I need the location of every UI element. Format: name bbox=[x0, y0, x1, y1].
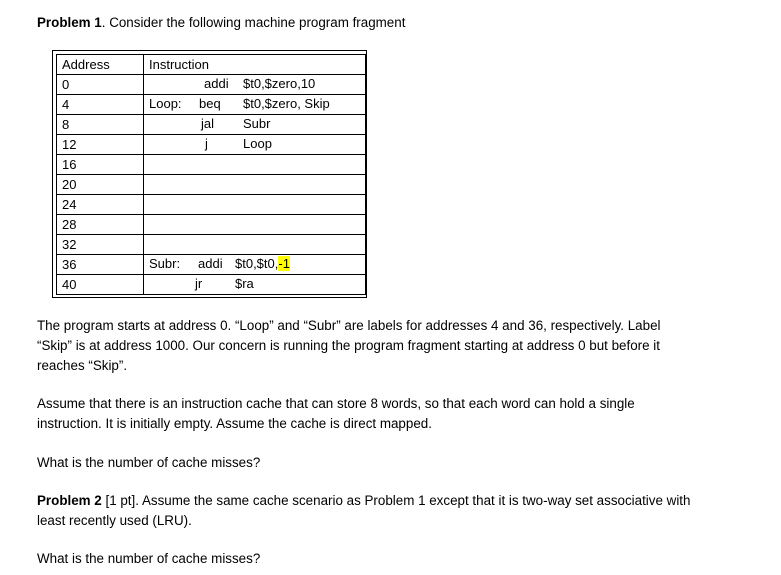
address-cell: 12 bbox=[57, 135, 144, 155]
table-row bbox=[57, 155, 366, 175]
table-row bbox=[57, 235, 366, 255]
problem2-text: [1 pt]. Assume the same cache scenario as Problem 1 except that it is two-way set associative with bbox=[101, 493, 691, 508]
address-cell: 0 bbox=[57, 75, 144, 95]
problem2-heading: Problem 2 bbox=[37, 493, 102, 508]
instruction-operands bbox=[243, 96, 330, 111]
address-cell: 40 bbox=[57, 275, 144, 295]
instruction-opcode: addi bbox=[204, 76, 229, 91]
instruction-label: Subr: bbox=[149, 256, 181, 271]
instruction-opcode: j bbox=[205, 136, 208, 151]
address-cell: 32 bbox=[57, 235, 144, 255]
para2-line2: instruction. It is initially empty. Assume the cache is direct mapped. bbox=[37, 416, 432, 431]
address-cell: 8 bbox=[57, 115, 144, 135]
operands-text: $t0,$zero, Skip bbox=[243, 96, 330, 111]
problem1-intro: . Consider the following machine program fragment bbox=[101, 15, 406, 30]
instruction-cell bbox=[144, 155, 366, 175]
table-row bbox=[57, 195, 366, 215]
address-cell: 24 bbox=[57, 195, 144, 215]
para1-line3: reaches “Skip”. bbox=[37, 358, 128, 373]
instruction-operands bbox=[243, 116, 270, 131]
address-cell: 20 bbox=[57, 175, 144, 195]
highlighted-immediate: -1 bbox=[278, 256, 290, 271]
instruction-opcode: beq bbox=[199, 96, 221, 111]
instruction-cell bbox=[144, 235, 366, 255]
instruction-opcode: addi bbox=[198, 256, 223, 271]
address-cell: 28 bbox=[57, 215, 144, 235]
para1-line1: The program starts at address 0. “Loop” and “Subr” are labels for addresses 4 and 36, respectively. Label bbox=[37, 318, 661, 333]
para2-line1: Assume that there is an instruction cache that can store 8 words, so that each word can hold a single bbox=[37, 396, 635, 411]
question2: What is the number of cache misses? bbox=[37, 551, 261, 566]
program-table bbox=[56, 54, 366, 295]
instruction-cell bbox=[144, 75, 366, 95]
instruction-opcode: jal bbox=[201, 116, 215, 131]
question1: What is the number of cache misses? bbox=[37, 455, 261, 470]
instruction-cell bbox=[144, 275, 366, 295]
problem2-line1 bbox=[37, 491, 690, 511]
instruction-operands bbox=[235, 256, 290, 271]
problem1-heading: Problem 1 bbox=[37, 15, 102, 30]
para1-line2: “Skip” is at address 1000. Our concern is running the program fragment starting at address 0 but before it bbox=[37, 338, 660, 353]
operands-text: $ra bbox=[235, 276, 254, 291]
table-row bbox=[57, 275, 366, 295]
header-instruction: Instruction bbox=[144, 55, 366, 75]
address-cell: 36 bbox=[57, 255, 144, 275]
instruction-operands bbox=[243, 136, 272, 151]
address-cell: 4 bbox=[57, 95, 144, 115]
table-row bbox=[57, 75, 366, 95]
address-cell: 16 bbox=[57, 155, 144, 175]
instruction-cell bbox=[144, 115, 366, 135]
table-row bbox=[57, 175, 366, 195]
header-address: Address bbox=[57, 55, 144, 75]
table-row bbox=[57, 215, 366, 235]
problem1-heading-line bbox=[37, 13, 405, 33]
instruction-label: Loop: bbox=[149, 96, 182, 111]
instruction-operands bbox=[235, 276, 254, 291]
instruction-cell bbox=[144, 195, 366, 215]
instruction-operands bbox=[243, 76, 315, 91]
table-row bbox=[57, 255, 366, 275]
operands-text: Loop bbox=[243, 136, 272, 151]
instruction-cell bbox=[144, 255, 366, 275]
table-row bbox=[57, 95, 366, 115]
instruction-cell bbox=[144, 175, 366, 195]
table-row bbox=[57, 115, 366, 135]
instruction-opcode: jr bbox=[195, 276, 203, 291]
operands-text: $t0,$zero,10 bbox=[243, 76, 316, 91]
table-header-row bbox=[57, 55, 366, 75]
table-row bbox=[57, 135, 366, 155]
instruction-cell bbox=[144, 135, 366, 155]
operands-text: Subr bbox=[243, 116, 271, 131]
instruction-cell bbox=[144, 95, 366, 115]
problem2-line2: least recently used (LRU). bbox=[37, 513, 192, 528]
instruction-cell bbox=[144, 215, 366, 235]
operands-text: $t0,$t0, bbox=[235, 256, 279, 271]
